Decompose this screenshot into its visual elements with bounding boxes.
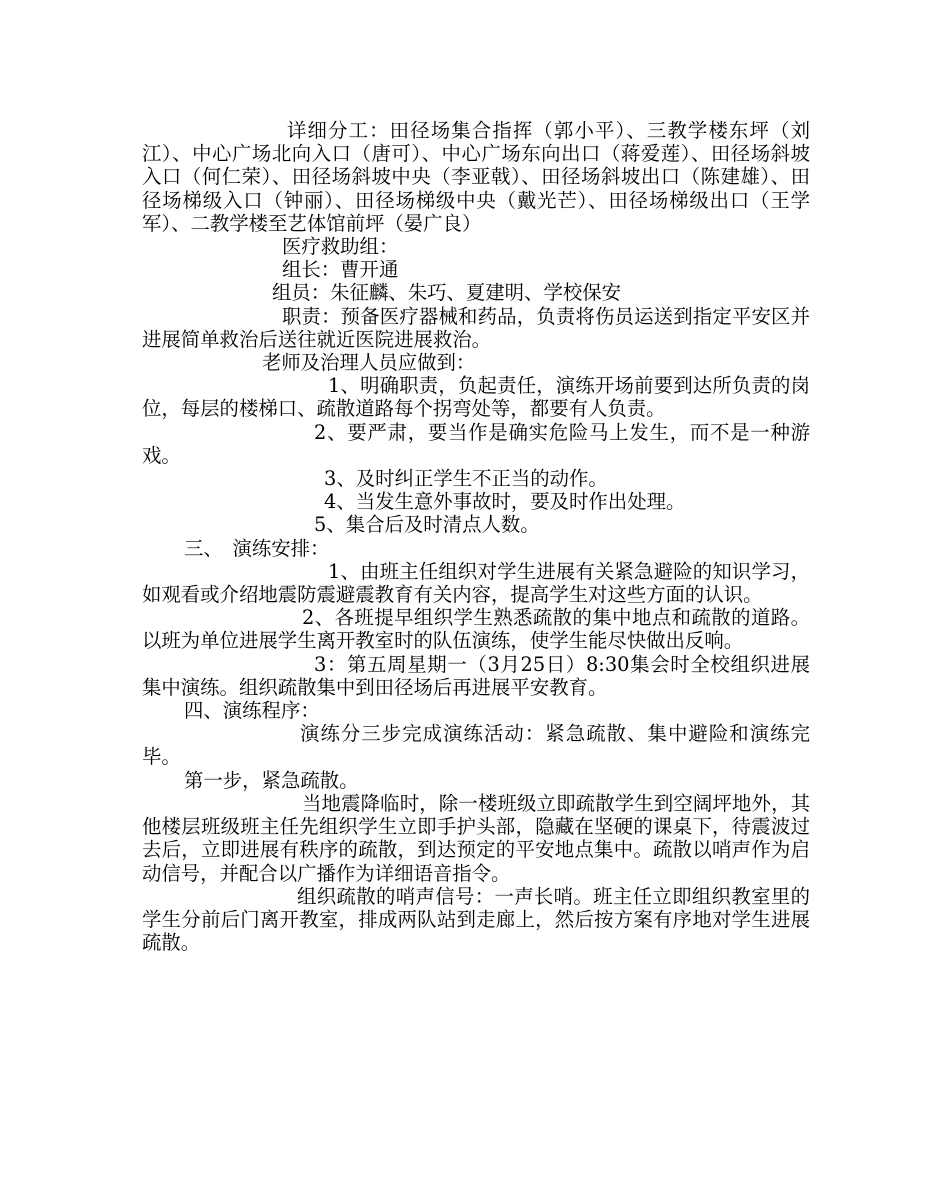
paragraph-staff-item-5: 5、集合后及时清点人数。 [314,513,540,537]
paragraph-staff-heading: 老师及治理人员应做到： [262,351,476,375]
section-heading-drill-arrangement: 三、 演练安排： [184,536,330,560]
paragraph-staff-item-1: 1、明确职责，负起责任，演练开场前要到达所负责的岗位，每层的楼梯口、疏散道路每个拐弯处等，都要有人负责。 [142,374,810,421]
paragraph-medical-group-heading: 医疗救助组： [282,235,399,259]
paragraph-staff-item-3: 3、及时纠正学生不正当的动作。 [324,467,608,491]
paragraph-medical-group-members: 组员：朱征麟、朱巧、夏建明、学校保安 [272,281,622,305]
paragraph-division-of-labor: 详细分工：田径场集合指挥（郭小平）、三教学楼东坪（刘江）、中心广场北向入口（唐可）、中心广场东向出口（蒋爱莲）、田径场斜坡入口（何仁荣）、田径场斜坡中央（李亚戟）、田径场斜坡出口（陈建雄）、田径场梯级入口（钟丽）、田径场梯级中央（戴光芒）、田径场梯级出口（王学军）、二教学楼至艺体馆前坪（晏广良） [142,119,810,235]
paragraph-arrangement-item-2: 2、各班提早组织学生熟悉疏散的集中地点和疏散的道路。以班为单位进展学生离开教室时的队伍演练，使学生能尽快做出反响。 [142,606,810,653]
paragraph-staff-item-4: 4、当发生意外事故时，要及时作出处理。 [324,490,686,514]
paragraph-staff-item-2: 2、要严肃，要当作是确实危险马上发生，而不是一种游戏。 [142,420,810,467]
paragraph-step-one-detail: 当地震降临时，除一楼班级立即疏散学生到空阔坪地外，其他楼层班级班主任先组织学生立即手护头部，隐藏在坚硬的课桌下，待震波过去后，立即进展有秩序的疏散，到达预定的平安地点集中。疏散以哨声作为启动信号，并配合以广播作为详细语音指令。 [142,791,810,885]
paragraph-arrangement-item-1: 1、由班主任组织对学生进展有关紧急避险的知识学习，如观看或介绍地震防震避震教育有关内容，提高学生对这些方面的认识。 [142,559,810,607]
paragraph-whistle-signal: 组织疏散的哨声信号：一声长哨。班主任立即组织教室里的学生分前后门离开教室，排成两队站到走廊上，然后按方案有序地对学生进展疏散。 [142,884,810,955]
paragraph-medical-group-duties: 职责：预备医疗器械和药品，负责将伤员运送到指定平安区并进展简单救治后送往就近医院进展救治。 [142,304,810,351]
paragraph-arrangement-item-3: 3：第五周星期一（3月25日）8:30集会时全校组织进展集中演练。组织疏散集中到田径场后再进展平安教育。 [142,652,810,699]
document-body [142,119,810,954]
paragraph-step-one-heading: 第一步，紧急疏散。 [184,768,359,792]
paragraph-medical-group-leader: 组长：曹开通 [282,258,399,282]
section-heading-drill-procedure: 四、演练程序： [184,699,320,723]
paragraph-procedure-overview: 演练分三步完成演练活动：紧急疏散、集中避险和演练完毕。 [142,722,810,769]
